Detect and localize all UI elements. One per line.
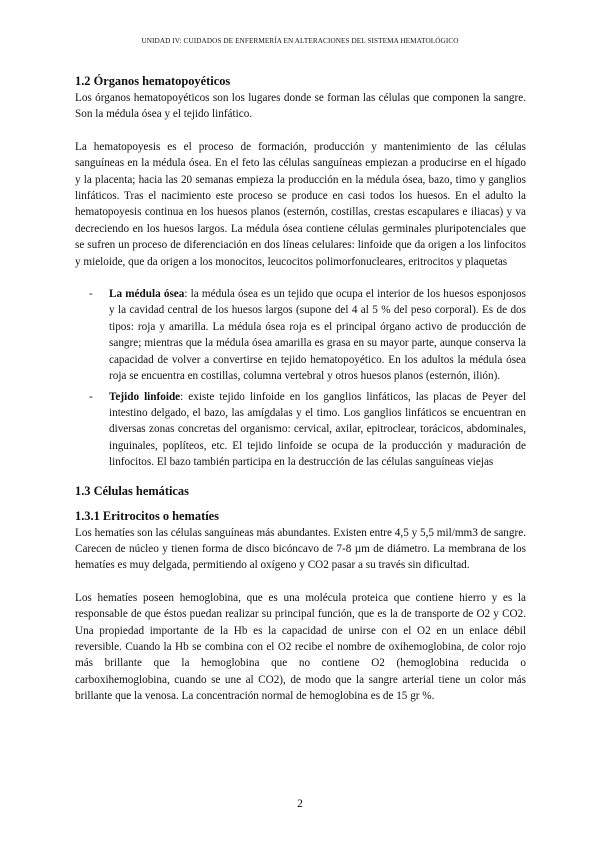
definition-linfoide: : existe tejido linfoide en los ganglios linfáticos, las placas de Peyer del intestino delgado, el bazo, las amígdalas y el timo. Los ganglios linfáticos se encuentran en diversas zonas concretas del organismo: cervical, axilar, epitroclear, torácicos, abdominales, inguinales, poplíteos, etc. El tejido linfoide se ocupa de la producción y maduración de linfocitos. El bazo también participa en la destrucción de las células sanguíneas viejas xyxy=(109,390,526,469)
list-dash: - xyxy=(89,390,93,403)
term-linfoide: Tejido linfoide xyxy=(109,390,181,403)
page-number: 2 xyxy=(297,798,303,810)
running-header: UNIDAD IV: CUIDADOS DE ENFERMERÍA EN ALTERACIONES DEL SISTEMA HEMATOLÓGICO xyxy=(141,37,459,45)
definition-medula: : la médula ósea es un tejido que ocupa el interior de los huesos esponjosos y la cavidad central de los huesos largos (supone del 4 al 5 % del peso corporal). Es de dos tipos: roja y amarilla. La médula ósea roja es el principal órgano activo de producción de sangre; mientras que la médula ósea amarilla es grasa en su mayor parte, aunque conserva la capacidad de volver a convertirse en tejido hematopoyético. En los adultos la médula ósea roja se encuentra en costillas, columna vertebral y otros huesos planos (esternón, ilión). xyxy=(109,288,527,383)
hemoglobina-paragraph: Los hematíes poseen hemoglobina, que es una molécula proteica que contiene hierro y es la responsable de que éstos puedan realizar su principal función, que es la de transporte de O2 y CO2. Una propiedad importante de la Hb es la capacidad de unirse con el O2 en un enlace débil reversible. Cuando la Hb se combina con el O2 recibe el nombre de oxihemoglobina, de color rojo más brillante que la hemoglobina que no contiene O2 (hemoglobina reducida o carboxihemoglobina, cuando se une al CO2), de modo que la sangre arterial tiene un color más brillante que la venosa. La concentración normal de hemoglobina es de 15 gr %. xyxy=(75,591,526,703)
list-item-linfoide xyxy=(89,389,526,471)
section-heading-organos: 1.2 Órganos hematopoyéticos xyxy=(75,74,231,88)
hematies-paragraph: Los hematíes son las células sanguíneas más abundantes. Existen entre 4,5 y 5,5 mil/mm3 de sangre. Carecen de núcleo y tienen forma de disco bicóncavo de 7-8 µm de diámetro. La membrana de los hematíes es muy delgada, permitiendo al oxígeno y CO2 pasar a su través sin dificultad. xyxy=(75,526,526,572)
subsection-heading-eritrocitos: 1.3.1 Eritrocitos o hematíes xyxy=(75,508,219,523)
term-medula: La médula ósea xyxy=(109,288,185,301)
organ-list xyxy=(75,286,526,470)
hematopoyesis-paragraph: La hematopoyesis es el proceso de formación, producción y mantenimiento de las células sanguíneas en la médula ósea. En el feto las células sanguíneas empiezan a producirse en el hígado y la placenta; hacia las 20 semanas empieza la producción en la médula ósea, bazo, timo y ganglios linfáticos. Tras el nacimiento este proceso se produce en casi todos los huesos. En el adulto la hematopoyesis continua en los huesos planos (esternón, costillas, crestas escapulares e iliacas) y va decreciendo en los huesos largos. La médula ósea contiene células germinales pluripotenciales que se sufren un proceso de diferenciación en dos líneas celulares: linfoide que da origen a los linfocitos y mieloide, que da origen a los monocitos, leucocitos polimorfonucleares, eritrocitos y plaquetas xyxy=(75,140,526,268)
section-heading-celulas: 1.3 Células hemáticas xyxy=(75,483,189,498)
list-item-medula xyxy=(89,286,527,384)
list-dash: - xyxy=(89,288,93,301)
page-content xyxy=(75,72,526,705)
intro-paragraph: Los órganos hematopoyéticos son los lugares donde se forman las células que componen la sangre. Son la médula ósea y el tejido linfático. xyxy=(75,92,526,121)
